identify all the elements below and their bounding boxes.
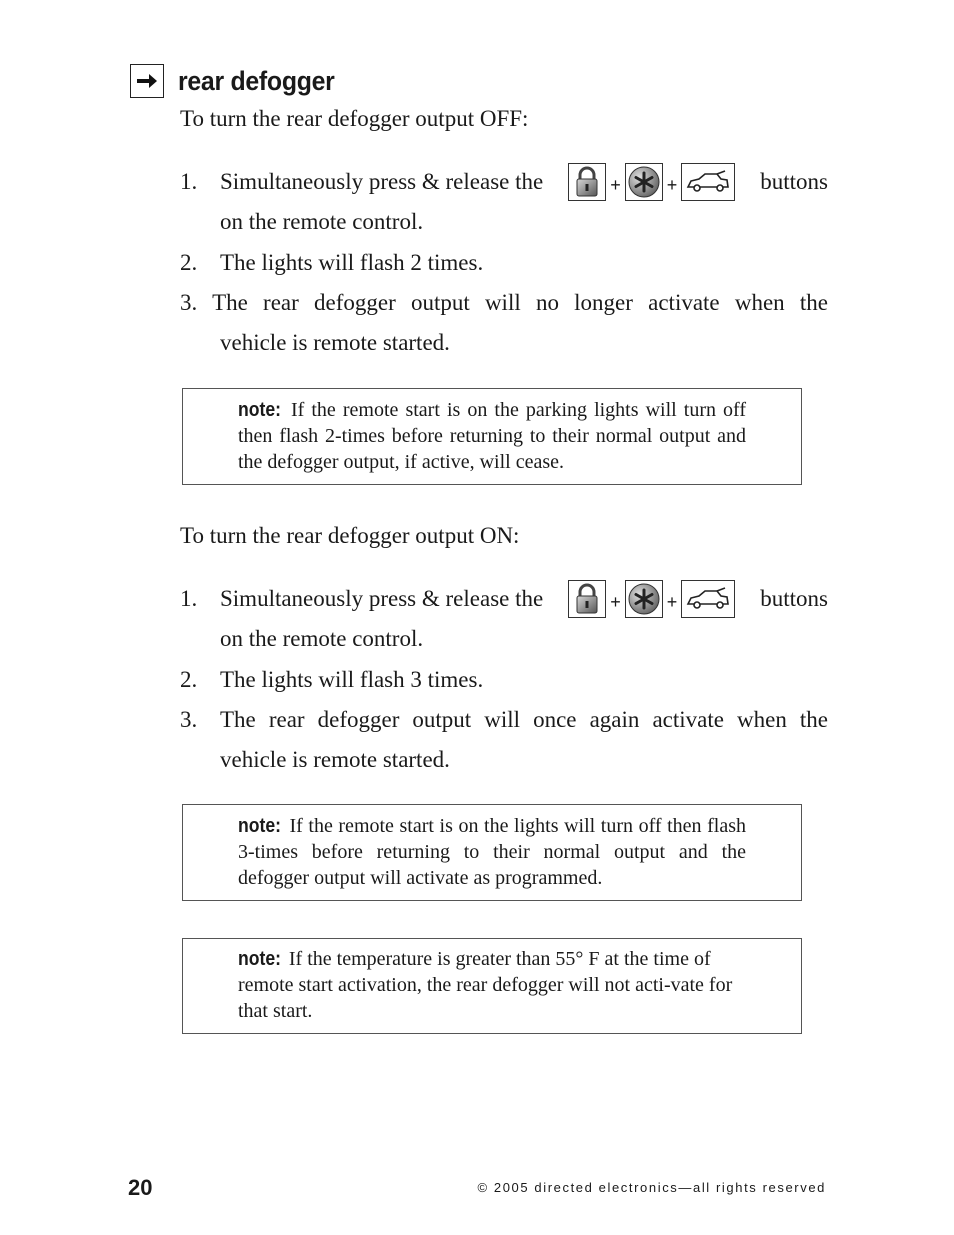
button-combo bbox=[568, 162, 735, 202]
on-intro: To turn the rear defogger output ON: bbox=[180, 523, 520, 548]
step-text: The lights will flash 2 times. bbox=[220, 250, 484, 275]
aux-button bbox=[625, 580, 663, 618]
plus-sign: + bbox=[666, 175, 678, 195]
on-step-3 bbox=[180, 700, 828, 780]
lock-icon bbox=[572, 582, 602, 616]
step-text: The rear defogger output will no longer activate when the bbox=[212, 290, 828, 315]
car-trunk-icon bbox=[685, 170, 731, 194]
step-number: 1. bbox=[180, 586, 198, 611]
step-text: The rear defogger output will once again activate when the bbox=[220, 707, 828, 732]
step-text: Simultaneously press & release the bbox=[220, 586, 544, 611]
aux-button bbox=[625, 163, 663, 201]
lock-button bbox=[568, 580, 606, 618]
step-text: on the remote control. bbox=[220, 626, 424, 651]
copyright-notice: © 2005 directed electronics—all rights reserved bbox=[477, 1180, 826, 1195]
note-text: If the remote start is on the parking lights will turn off then flash 2-times before returning to their normal output and the defogger output, if active, will cease. bbox=[238, 399, 747, 473]
page-number: 20 bbox=[128, 1175, 153, 1200]
note-label: note: bbox=[238, 948, 282, 970]
trunk-button bbox=[681, 163, 735, 201]
step-text: buttons bbox=[760, 586, 828, 611]
step-number: 2. bbox=[180, 667, 198, 692]
step-text: Simultaneously press & release the bbox=[220, 169, 544, 194]
step-number: 3. bbox=[180, 290, 198, 315]
off-step-3 bbox=[180, 283, 828, 363]
note-box-off bbox=[182, 388, 802, 485]
on-step-2 bbox=[180, 660, 828, 700]
step-text: buttons bbox=[760, 169, 828, 194]
plus-sign: + bbox=[610, 592, 621, 612]
on-step-1 bbox=[180, 579, 828, 659]
note-content bbox=[238, 397, 746, 475]
note-content bbox=[238, 813, 746, 891]
section-title: rear defogger bbox=[178, 65, 335, 96]
note-text: If the remote start is on the lights will turn off then flash 3-times before returning to their normal output and the defogger output will activate as programmed. bbox=[238, 815, 747, 889]
step-text-line bbox=[180, 283, 828, 323]
arrow-right-icon bbox=[130, 64, 164, 98]
step-text: The lights will flash 3 times. bbox=[220, 667, 484, 692]
off-step-1 bbox=[180, 162, 828, 242]
off-step-2 bbox=[180, 243, 828, 283]
step-text: vehicle is remote started. bbox=[220, 747, 450, 772]
section-heading bbox=[130, 62, 348, 100]
lock-icon bbox=[572, 165, 602, 199]
plus-sign: + bbox=[610, 175, 621, 195]
step-text: vehicle is remote started. bbox=[220, 330, 450, 355]
note-box-temperature bbox=[182, 938, 802, 1034]
step-number: 3. bbox=[180, 707, 198, 732]
aux-star-icon bbox=[627, 165, 661, 199]
off-intro: To turn the rear defogger output OFF: bbox=[180, 106, 529, 131]
plus-sign: + bbox=[666, 592, 678, 612]
note-text: If the temperature is greater than 55° F at the time of remote start activation, the rear defogger will not acti-vate for that start. bbox=[238, 948, 733, 1022]
step-number: 2. bbox=[180, 250, 198, 275]
note-label: note: bbox=[238, 815, 282, 837]
step-number: 1. bbox=[180, 169, 198, 194]
step-text: on the remote control. bbox=[220, 209, 424, 234]
button-combo bbox=[568, 579, 735, 619]
lock-button bbox=[568, 163, 606, 201]
trunk-button bbox=[681, 580, 735, 618]
note-box-on bbox=[182, 804, 802, 901]
note-content bbox=[238, 946, 746, 1024]
car-trunk-icon bbox=[685, 587, 731, 611]
note-label: note: bbox=[238, 399, 282, 421]
aux-star-icon bbox=[627, 582, 661, 616]
